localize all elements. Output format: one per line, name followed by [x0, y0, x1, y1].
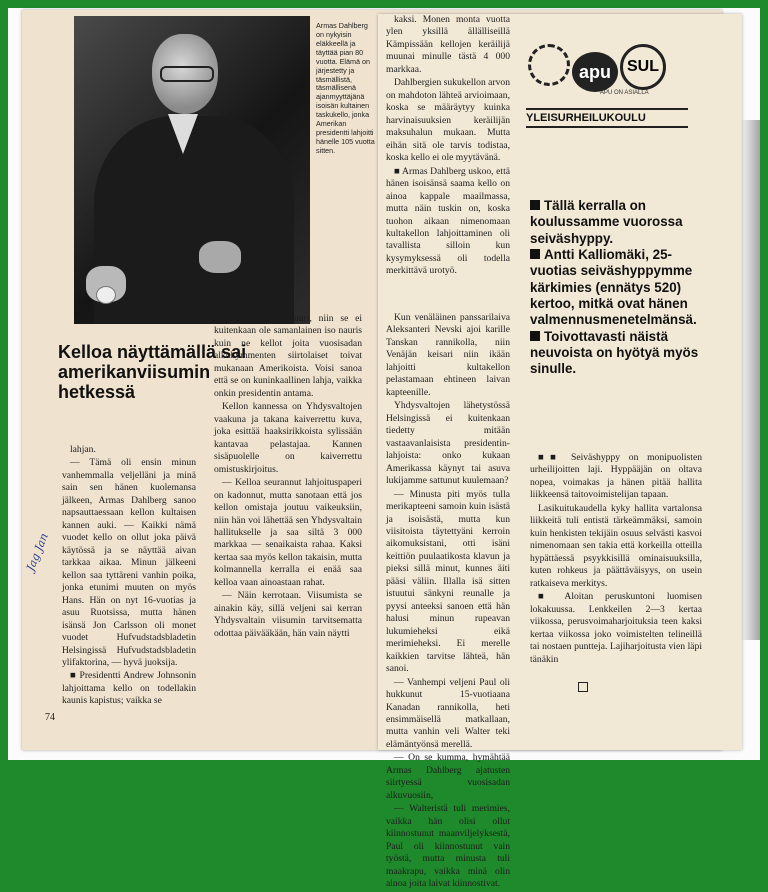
article-column-2 [214, 313, 362, 641]
paragraph: — Tämä oli ensin minun vanhemmalla veljelläni ja minä sain sen hänen kuolemansa jälkeen, Armas Dahlberg sanoo napsauttaessaan kellon kultaisen kannen auki. — Kaikki nämä vuodet kello on ollut joka päivä käytössä ja se näyttää aivan tarkkaa aikaa. Minun jälkeeni kellon saa tyttäreni vanhin poika, jonka etunimi muuten on myös Hans. Hän on nyt 16-vuotias ja asuu Ruotsissa, mutta hänen isänsä Jon Carlsson oli monet vuodet Hufvudstadsbladetin Helsingissä Hufvudstadsbladetin ylifaktorina, — hyvä juoksija. [62, 457, 196, 668]
section-title: YLEISURHEILUKOULU [526, 108, 688, 128]
paragraph: ■ Presidentti Andrew Johnsonin lahjoittama kello on todellakin kaunis kapistus; vaikka se [62, 670, 196, 707]
logo-tagline: APU ON ASIALLA [600, 90, 649, 96]
paragraph: — Vanhempi veljeni Paul oli hukkunut 15-vuotiaana Kanadan rannikolla, heti ensimmäisellä matkallaan, mutta vanhin veli Walter teki elämäntyönsä merellä. [386, 676, 510, 750]
intro-line: Tällä kerralla on koulussamme vuorossa seiväshyppy. [530, 198, 683, 246]
paragraph: Kellon kannessa on Yhdysvaltojen vaakuna ja takana kaiverrettu kuva, joka esittää haaksirikkoista sylissään kantavaa pelastajaa. Kannen sisäpuolelle on kaiverrettu omistuskirjoitus. [214, 401, 362, 475]
apu-logo: apu [572, 52, 618, 92]
page-shadow [740, 120, 760, 640]
paragraph: Dahlbergien sukukellon arvon on mahdoton lähteä arvioimaan, koska se määräytyy kuinka harvinaisuuksien keräilijän maksuhalun mukaan. Mutta eihän sitä ole tarvis todistaa, koska kello ei ole myytävänä. [386, 77, 510, 164]
photo-glasses [160, 66, 214, 82]
article-headline: Kelloa näyttämällä sai amerikanviisumin hetkessä [58, 342, 247, 403]
paragraph: ■■ Seiväshyppy on monipuolisten urheilijoitten laji. Hyppääjän on oltava nopea, voimakas ja hänen pitää hallita liikkeensä taitovoimistelijan tapaan. [530, 452, 702, 501]
sidebar-intro [530, 198, 706, 378]
paragraph: Kun venäläinen panssarilaiva Aleksanteri Nevski ajoi karille Tanskan rannikolla, niin Venäjän keisari niin ikään lahjoitti kultakellon pelastamaan ehtineen laivan kapteenille. [386, 312, 510, 398]
pocket-watch-icon [96, 286, 116, 304]
paragraph: lahjan. [70, 444, 96, 455]
photo-caption: Armas Dahlberg on nykyisin eläkkeellä ja täyttää pian 80 vuotta. Elämä on järjestetty ja täsmällistä, täsmällisenä ajanmyyttäjänä isoisän kultainen taskukello, jonka Amerikan presidentti lahjoitti hänelle 105 vuotta sitten. [316, 21, 375, 155]
paragraph: — On se kumma, hymähtää Armas Dahlberg ajatusten siirtyessä vuosisadan alkuvuosiin, [386, 752, 510, 801]
paragraph: Yhdysvaltojen lähetystössä Helsingissä ei kuitenkaan tiedetty mitään vastaavanlaisista presidentin-lahjoista: onko kukaan Amerikassa käynyt tai asuva lukijamme sattunut kuulemaan? [386, 400, 510, 487]
paragraph: kaksi. Monen monta vuotta ylen yksillä ällälliseillä Kämpissään kellojen keräilijä muunai minulle tästä 4 000 markkaa. [386, 14, 510, 75]
intro-line: Antti Kalliomäki, 25-vuotias seiväshyppymme kärkimies (ennätys 520) kertoo, mitkä ovat hänen valmennusmenetelmänsä. [530, 247, 697, 328]
end-mark-icon [578, 682, 588, 692]
photo-hand-right [199, 241, 241, 273]
bullet-square-icon [530, 331, 540, 341]
paragraph: — Minusta piti myös tulla merikapteeni samoin kuin isästä ja isoisästä, mutta kun viisitoista täytettyäni kerroin aikomuksistani, otti isäni keittiön puulaatikosta klavun ja pieksi sillä minut, kunnes äiti pääsi väliin. Illalla isä sitten istuutui sänkyni reunalle ja pyysi anteeksi sanoen että hän halusi minun rupeavan lukumieheksi eikä merimieheksi. Ei merelle kaikkien tarvitse lähteä, hän sanoi. [386, 488, 510, 675]
sidebar-body [530, 452, 702, 667]
page-number: 74 [45, 712, 55, 723]
paragraph: Lasikuitukaudella kyky hallita vartalonsa liikkeitä tuli entistä tärkeämmäksi, samoin kuin henkisten tekijäin osuus selvästi kasvoi nimenomaan sen takia että korkeilla otteilla hypättäessä psyykkisillä ominaisuuksilla, kuten rohkeus ja päättäväisyys, on usein ratkaiseva merkitys. [530, 502, 702, 589]
article-column-3-bottom [386, 312, 510, 892]
athlete-emblem-icon [528, 44, 570, 86]
paragraph: ■ Armas Dahlberg uskoo, että hänen isoisänsä saama kello on ainoa kappale maailmassa, mutta näin tuskin on, koska tuohon aikaan nimenomaan kultakellon lahjoittaminen oli tavallista silloin kun kysymyksessä oli todella merkittävä urotyö. [386, 165, 510, 277]
bullet-square-icon [530, 249, 540, 259]
bullet-square-icon [530, 200, 540, 210]
sul-logo: SUL [620, 44, 666, 90]
article-column-3-top [386, 14, 510, 279]
paragraph: on suhteellisen suuri, niin se ei kuitenkaan ole samanlainen iso nauris kuin ne kellot joita vuosisadan alkukymmenten siirtolaiset toivat mukanaan Amerikoista. Voisi sanoa että se on kuninkaallinen lahja, vaikka onkin presidentin antama. [214, 313, 362, 399]
paragraph: — Kelloa seurannut lahjoituspaperi on kadonnut, mutta sanotaan että jos kellon omistaja joutuu vaikeuksiin, niin hän voi lähettää sen Yhdysvaltain hallitukselle ja saa siltä 3 000 markkaa — senaikaista rahaa. Kaksi kertaa saa myös kellon takaisin, mutta kolmannella kerralla ei enää saa kelloa vaan ainoastaan rahat. [214, 477, 362, 588]
intro-line: Toivottavasti näistä neuvoista on hyötyä myös sinulle. [530, 328, 699, 377]
paragraph: ■ Aloitan peruskuntoni luomisen lokakuussa. Lenkkeilen 2—3 kertaa viikossa, perusvoimaharjoituksia teen kaksi kertaa viikossa joko voimistelten telineillä tai nostaen puntteja. Lajiharjoitusta vien läpi tänäkin [530, 591, 702, 665]
handwritten-note: Jag Jan [24, 531, 51, 573]
paragraph: — Näin kerrotaan. Viisumista se ainakin käy, sillä veljeni sai kerran Yhdysvaltain viisumin tarvitsematta odottaa päivääkään, hän vain näytti [214, 590, 362, 639]
portrait-photo [74, 16, 310, 324]
paragraph: — Walteristä tuli merimies, vaikka hän olisi ollut kiinnostunut maanviljelyksestä, Paul oli kiinnostunut vain työstä, mutta minusta tuli maakrapu, vaikka minä olin ainoa joita laivat kiinnostivat. [386, 803, 510, 890]
